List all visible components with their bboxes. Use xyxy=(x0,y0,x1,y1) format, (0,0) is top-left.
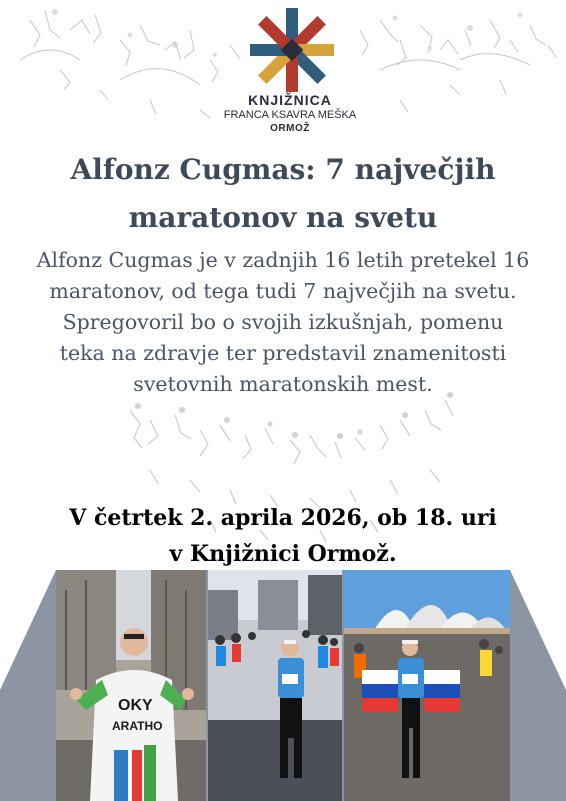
event-title xyxy=(20,146,546,242)
library-name xyxy=(190,92,390,134)
event-date-line1: V četrtek 2. aprila 2026, ob 18. uri xyxy=(69,505,497,531)
library-name-line3: ORMOŽ xyxy=(270,123,310,134)
photo-runners-on-bridge xyxy=(208,570,342,801)
event-title-line1: Alfonz Cugmas: 7 največjih xyxy=(70,153,496,186)
description-line: Alfonz Cugmas je v zadnjih 16 letih pretekel 16 xyxy=(36,248,530,272)
shirt-text-1: OKY xyxy=(118,697,153,714)
shirt-text-2: ARATHO xyxy=(112,719,163,733)
photo-runner-opera-house xyxy=(344,570,510,801)
description-line: maratonov, od tega tudi 7 največjih na svetu. xyxy=(49,279,517,303)
description-line: svetovnih maratonskih mest. xyxy=(133,372,433,396)
event-date xyxy=(10,500,556,572)
event-date-line2: v Knjižnici Ormož. xyxy=(169,541,397,567)
event-description xyxy=(8,245,558,400)
library-name-line1: KNJIŽNICA xyxy=(248,92,332,108)
description-line: teka na zdravje ter predstavil znamenitosti xyxy=(59,341,507,365)
library-logo-icon xyxy=(248,6,336,94)
event-title-line2: maratonov na svetu xyxy=(128,201,438,234)
library-name-line2: FRANCA KSAVRA MEŠKA xyxy=(223,109,357,121)
description-line: Spregovoril bo o svojih izkušnjah, pomenu xyxy=(62,310,504,334)
photo-runner-thumbs-up xyxy=(56,570,206,801)
